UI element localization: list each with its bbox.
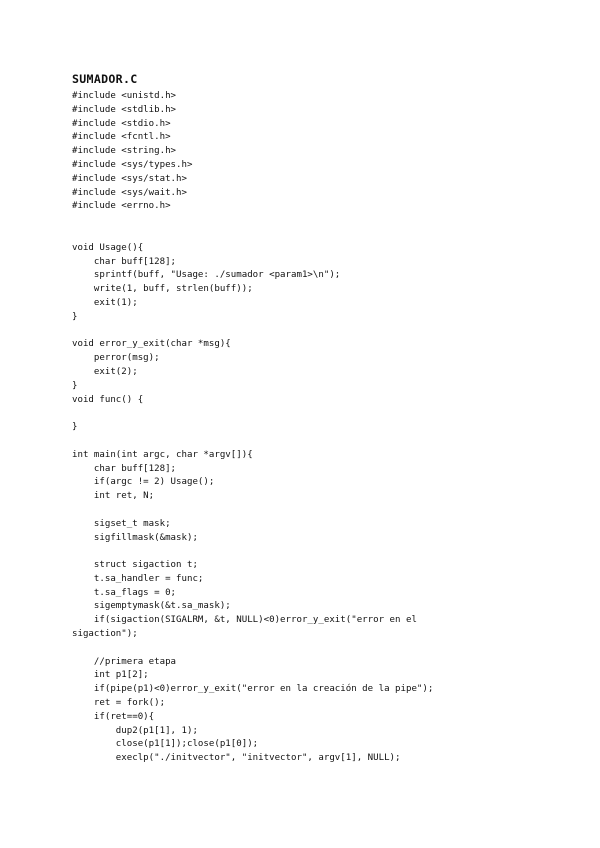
code-line: sigemptymask(&t.sa_mask);: [72, 601, 231, 612]
code-line: [72, 504, 572, 518]
code-line: #include <string.h>: [72, 146, 177, 157]
code-line: struct sigaction t;: [72, 560, 198, 571]
code-line: #include <unistd.h>: [72, 91, 177, 101]
code-line: [72, 325, 572, 339]
code-line: if(ret==0){: [72, 711, 155, 722]
code-line: exit(1);: [72, 297, 138, 308]
code-line: }: [72, 422, 78, 433]
code-line: sigfillmask(&mask);: [72, 532, 198, 543]
code-line: if(sigaction(SIGALRM, &t, NULL)<0)error_y_exit("error en el: [72, 615, 417, 626]
code-line: #include <stdlib.h>: [72, 104, 177, 115]
code-line: sigset_t mask;: [72, 518, 171, 529]
code-line: t.sa_flags = 0;: [72, 587, 177, 598]
code-line: #include <fcntl.h>: [72, 132, 171, 143]
code-line: }: [72, 380, 78, 391]
code-line: sprintf(buff, "Usage: ./sumador <param1>\n");: [72, 270, 341, 281]
code-line: int main(int argc, char *argv[]){: [72, 449, 253, 460]
code-line: #include <errno.h>: [72, 201, 171, 212]
code-line: close(p1[1]);close(p1[0]);: [72, 739, 259, 750]
code-line: ret = fork();: [72, 698, 166, 709]
code-line: [72, 228, 572, 242]
code-line: t.sa_handler = func;: [72, 573, 204, 584]
code-line: #include <sys/types.h>: [72, 159, 193, 170]
code-line: void func() {: [72, 394, 144, 405]
code-line: char buff[128];: [72, 256, 177, 267]
code-line: sigaction");: [72, 629, 138, 640]
code-line: [72, 642, 572, 656]
code-line: int p1[2];: [72, 670, 149, 681]
code-line: execlp("./initvector", "initvector", argv[1], NULL);: [72, 753, 401, 764]
code-line: //primera etapa: [72, 656, 177, 667]
code-line: #include <sys/stat.h>: [72, 173, 187, 184]
code-line: dup2(p1[1], 1);: [72, 725, 198, 736]
code-line: if(argc != 2) Usage();: [72, 477, 215, 488]
code-line: if(pipe(p1)<0)error_y_exit("error en la creación de la pipe");: [72, 684, 434, 695]
code-line: char buff[128];: [72, 463, 177, 474]
code-line: [72, 435, 572, 449]
code-line: void error_y_exit(char *msg){: [72, 339, 231, 350]
code-line: #include <stdio.h>: [72, 118, 171, 129]
code-line: int ret, N;: [72, 491, 155, 502]
document-title: SUMADOR.C: [72, 72, 138, 86]
code-line: [72, 545, 572, 559]
code-line: [72, 214, 572, 228]
code-line: perror(msg);: [72, 353, 160, 364]
code-line: [72, 407, 572, 421]
code-line: }: [72, 311, 78, 322]
code-line: void Usage(){: [72, 242, 144, 253]
code-line: exit(2);: [72, 366, 138, 377]
code-listing: [72, 90, 572, 766]
code-line: write(1, buff, strlen(buff));: [72, 284, 253, 295]
code-line: #include <sys/wait.h>: [72, 187, 187, 198]
